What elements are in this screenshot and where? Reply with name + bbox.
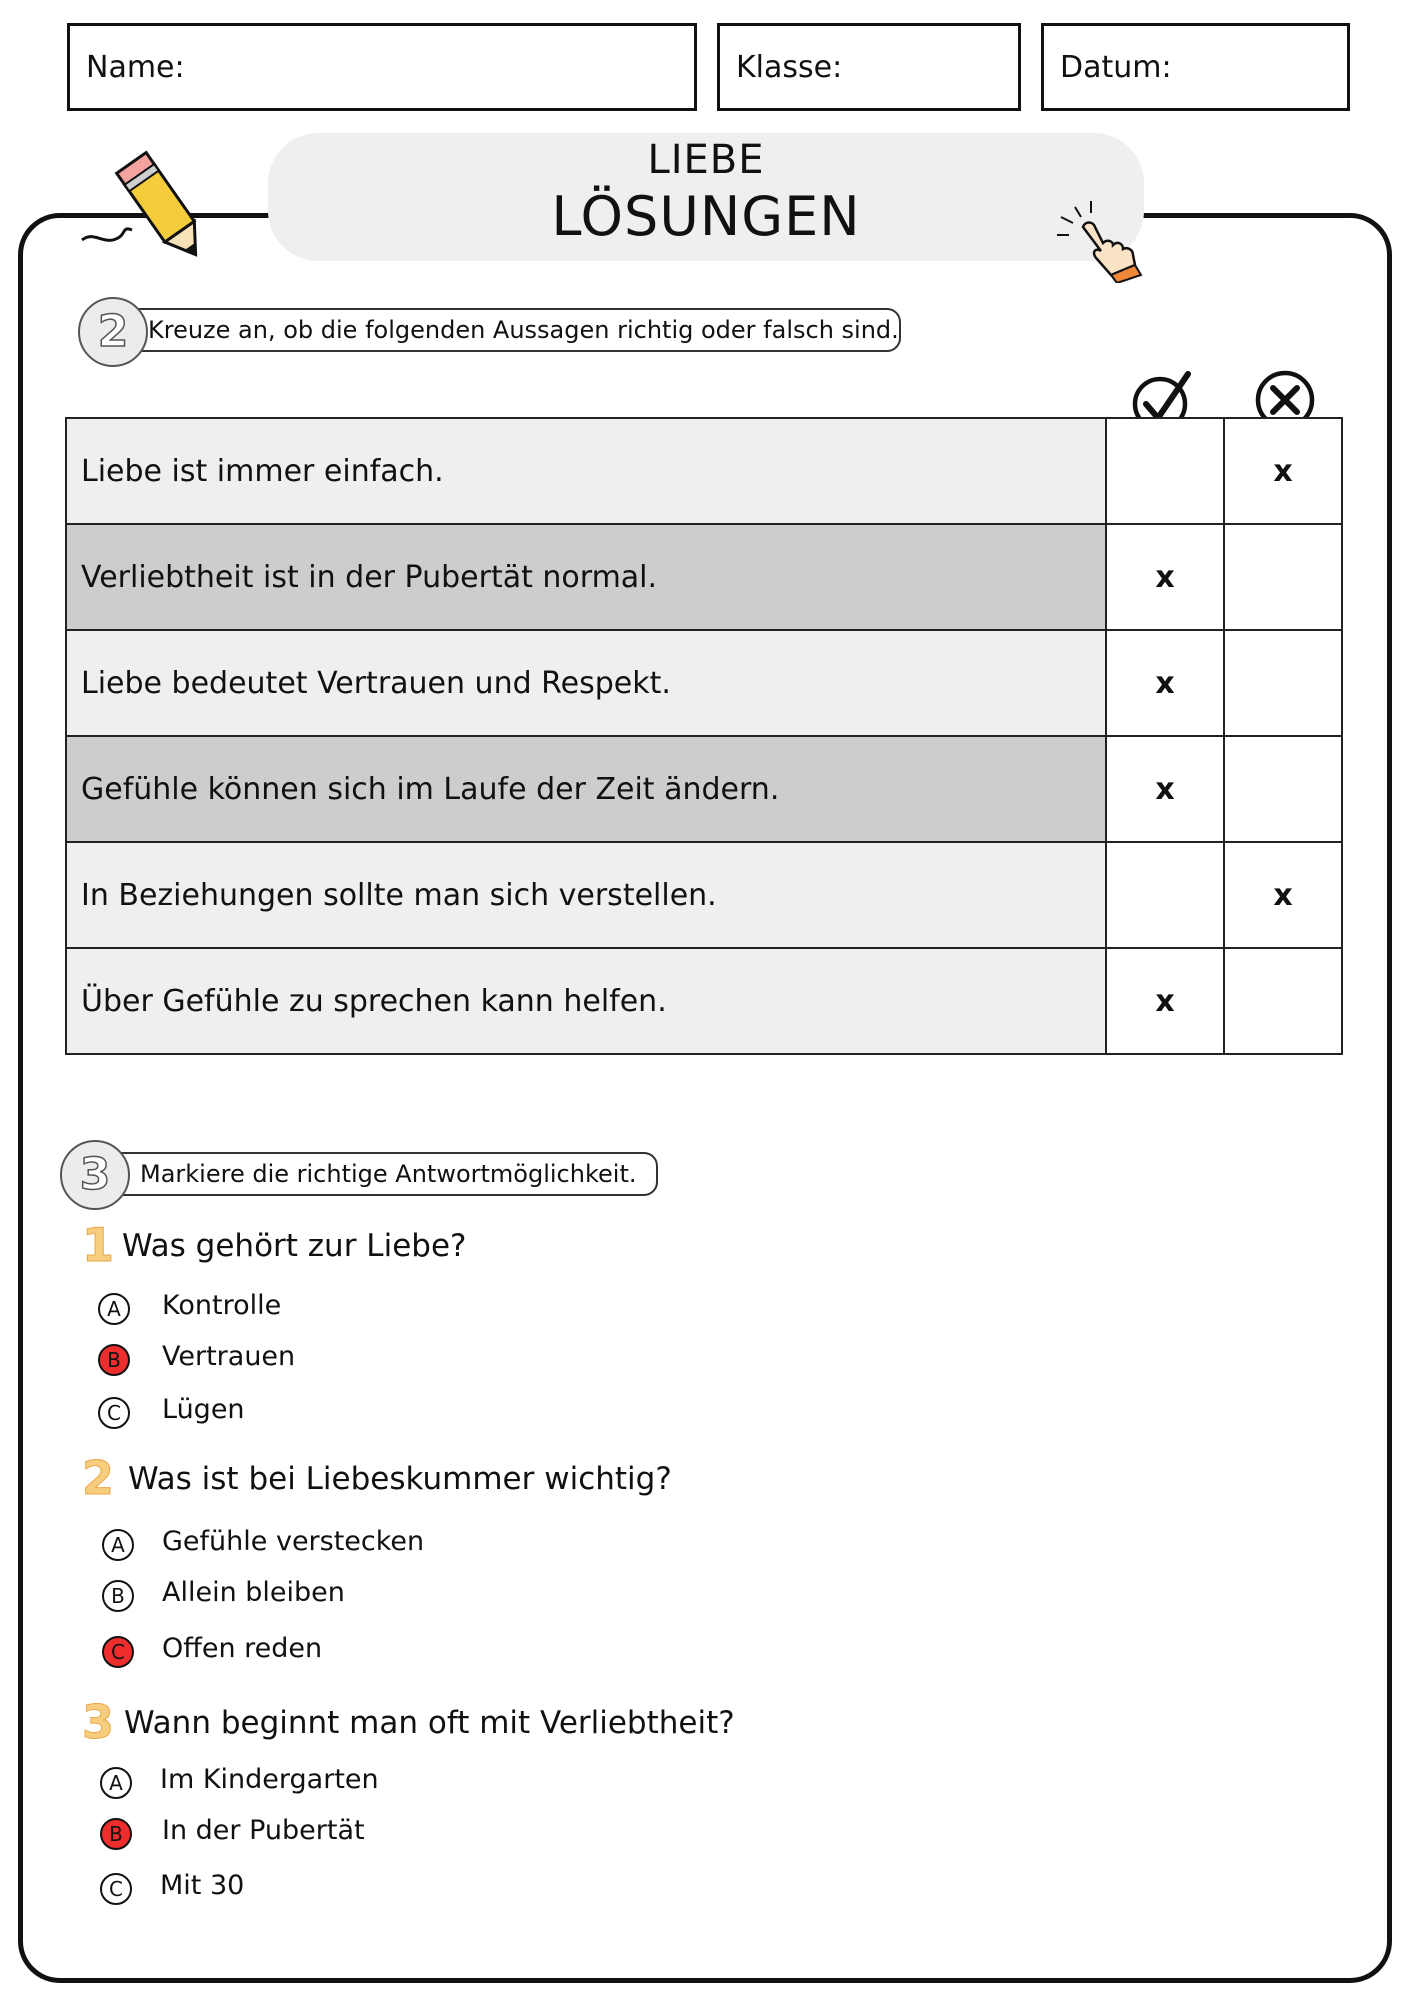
true-mark-cell[interactable] — [1106, 842, 1224, 948]
question-2-option-a[interactable]: A — [102, 1529, 134, 1561]
table-row — [66, 736, 1342, 842]
question-3-number: 3 — [82, 1695, 115, 1749]
question-3-text: Wann beginnt man oft mit Verliebtheit? — [124, 1705, 735, 1741]
true-mark-cell[interactable] — [1106, 418, 1224, 524]
class-label: Klasse: — [736, 50, 843, 85]
true-false-table — [65, 417, 1343, 1055]
statement-cell: Liebe bedeutet Vertrauen und Respekt. — [66, 630, 1106, 736]
question-1-option-a[interactable]: A — [98, 1293, 130, 1325]
option-label: Mit 30 — [160, 1870, 245, 1901]
question-3-option-c[interactable]: C — [100, 1873, 132, 1905]
option-label: Im Kindergarten — [160, 1764, 379, 1795]
option-label: Vertrauen — [162, 1341, 296, 1372]
date-label: Datum: — [1060, 50, 1172, 85]
statement-cell: Gefühle können sich im Laufe der Zeit ändern. — [66, 736, 1106, 842]
option-label: Kontrolle — [162, 1290, 282, 1321]
question-2-text: Was ist bei Liebeskummer wichtig? — [128, 1461, 672, 1497]
false-mark-cell[interactable]: x — [1224, 842, 1342, 948]
true-mark-cell[interactable]: x — [1106, 948, 1224, 1054]
name-label: Name: — [86, 50, 185, 85]
question-2-option-b[interactable]: B — [102, 1580, 134, 1612]
page-title: LÖSUNGEN — [551, 185, 861, 248]
pointing-hand-icon — [1055, 193, 1147, 283]
name-field[interactable] — [67, 23, 697, 111]
section-2-badge: 2 — [78, 297, 148, 367]
pencil-icon — [74, 146, 214, 262]
statement-cell: Verliebtheit ist in der Pubertät normal. — [66, 524, 1106, 630]
table-row — [66, 948, 1342, 1054]
question-1-text: Was gehört zur Liebe? — [122, 1228, 467, 1264]
section-2-instruction: Kreuze an, ob die folgenden Aussagen richtig oder falsch sind. — [126, 308, 901, 352]
option-label: Gefühle verstecken — [162, 1526, 425, 1557]
statement-cell: Über Gefühle zu sprechen kann helfen. — [66, 948, 1106, 1054]
option-label: Lügen — [162, 1394, 245, 1425]
title-banner — [268, 133, 1144, 261]
option-label: Allein bleiben — [162, 1577, 345, 1608]
question-1-option-b[interactable]: B — [98, 1344, 130, 1376]
topic-title: LIEBE — [647, 137, 765, 183]
table-row — [66, 418, 1342, 524]
false-mark-cell[interactable] — [1224, 948, 1342, 1054]
question-3-option-b[interactable]: B — [100, 1818, 132, 1850]
question-3-option-a[interactable]: A — [100, 1767, 132, 1799]
option-label: Offen reden — [162, 1633, 323, 1664]
false-mark-cell[interactable] — [1224, 524, 1342, 630]
option-label: In der Pubertät — [162, 1815, 365, 1846]
false-mark-cell[interactable] — [1224, 630, 1342, 736]
false-mark-cell[interactable] — [1224, 736, 1342, 842]
true-mark-cell[interactable]: x — [1106, 524, 1224, 630]
table-row — [66, 524, 1342, 630]
table-row — [66, 630, 1342, 736]
section-3-instruction: Markiere die richtige Antwortmöglichkeit. — [118, 1152, 658, 1196]
true-mark-cell[interactable]: x — [1106, 736, 1224, 842]
section-3-badge: 3 — [60, 1140, 130, 1210]
class-field[interactable] — [717, 23, 1021, 111]
question-1-number: 1 — [82, 1218, 115, 1272]
statement-cell: Liebe ist immer einfach. — [66, 418, 1106, 524]
true-mark-cell[interactable]: x — [1106, 630, 1224, 736]
question-2-option-c[interactable]: C — [102, 1636, 134, 1668]
statement-cell: In Beziehungen sollte man sich verstellen. — [66, 842, 1106, 948]
date-field[interactable] — [1041, 23, 1350, 111]
question-1-option-c[interactable]: C — [98, 1397, 130, 1429]
question-2-number: 2 — [82, 1451, 115, 1505]
table-row — [66, 842, 1342, 948]
false-mark-cell[interactable]: x — [1224, 418, 1342, 524]
